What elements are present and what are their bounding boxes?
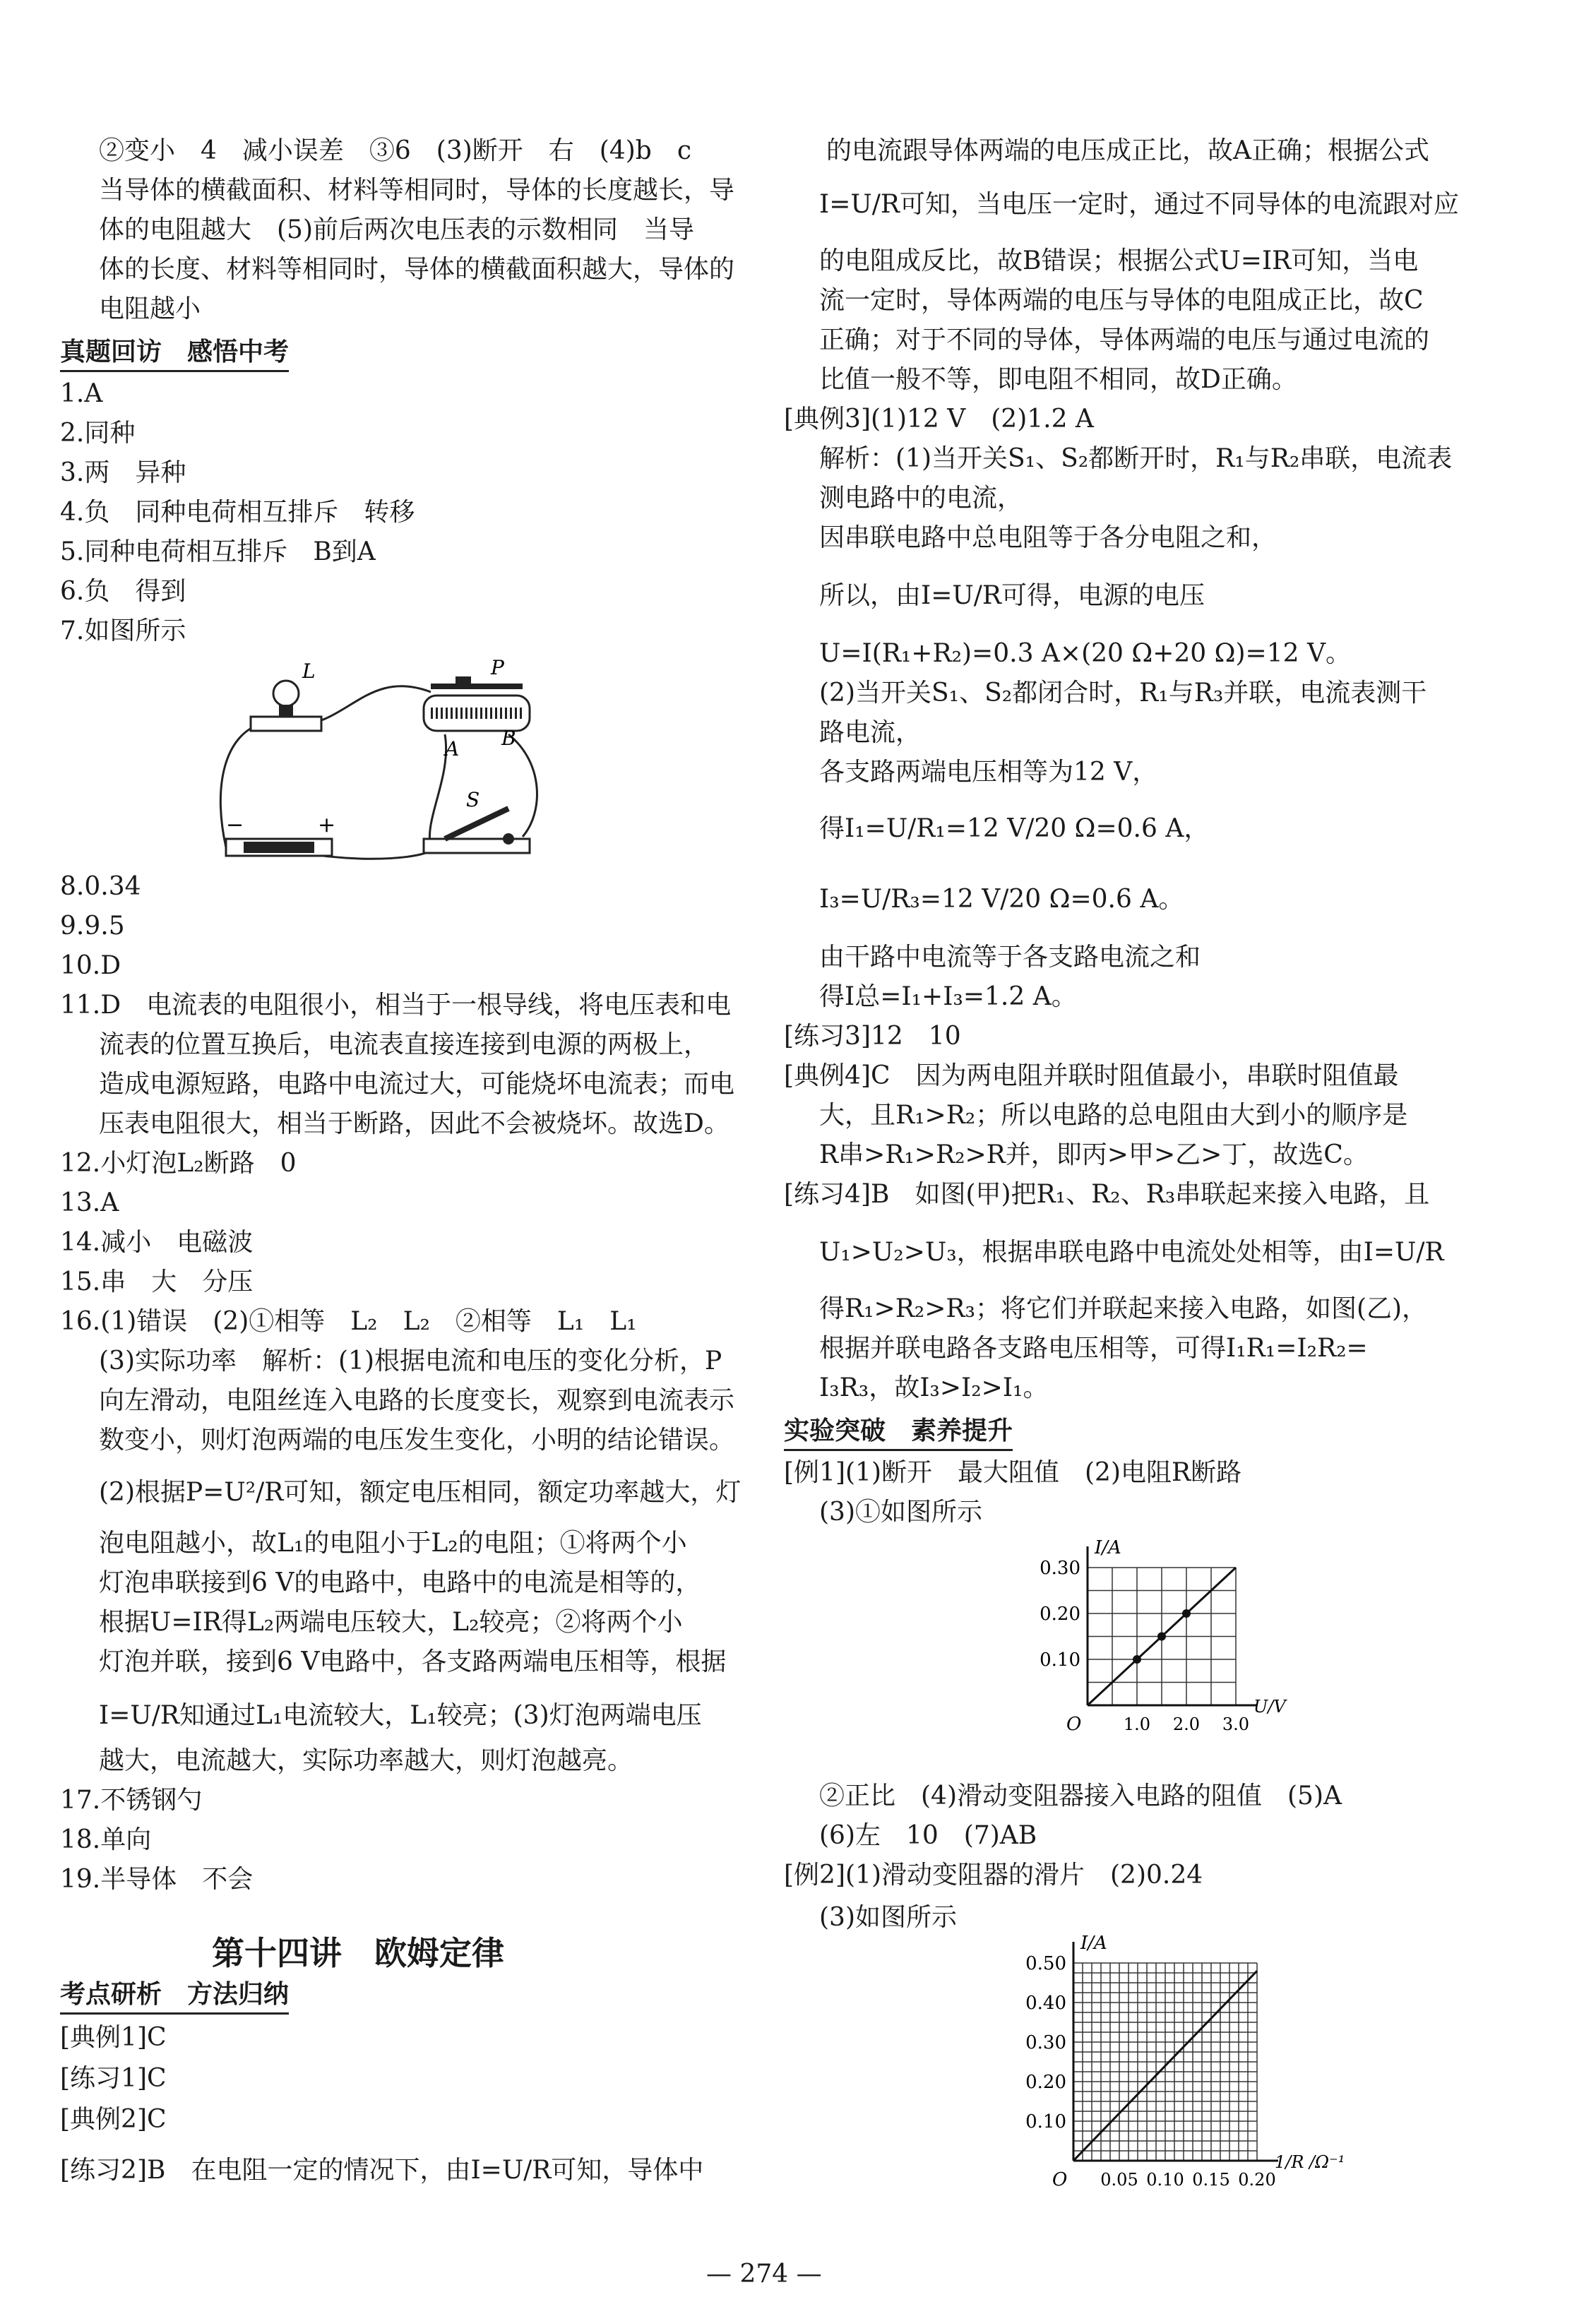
text-line: (3)如图所示 — [819, 1903, 957, 1932]
text-line: (2)当开关S₁、S₂都闭合时，R₁与R₃并联，电流表测干 — [819, 679, 1427, 708]
answer-item: [练习3]12 10 — [784, 1022, 961, 1051]
x-tick-label: 1.0 — [1123, 1714, 1151, 1734]
text-line: 因串联电路中总电阻等于各分电阻之和， — [819, 523, 1278, 552]
text-line: 得I总=I₁+I₃=1.2 A。 — [819, 982, 1077, 1011]
text-line: 造成电源短路，电路中电流过大，可能烧坏电流表；而电 — [99, 1070, 735, 1099]
text-line: 根据U=IR得L₂两端电压较大，L₂较亮；②将两个小 — [99, 1608, 683, 1637]
y-tick-label: 0.40 — [1025, 1993, 1066, 2014]
answer-item: [典例2]C — [60, 2105, 167, 2134]
text-line: 大，且R₁>R₂；所以电路的总电阻由大到小的顺序是 — [819, 1101, 1408, 1130]
text-line: 比值一般不等，即电阻不相同，故D正确。 — [819, 365, 1297, 394]
y-tick-label: 0.30 — [1025, 2032, 1066, 2053]
text-line: I₃=U/R₃=12 V/20 Ω=0.6 A。 — [819, 885, 1184, 914]
answer-item: 11.D 电流表的电阻很小，相当于一根导线，将电压表和电 — [60, 991, 732, 1020]
chart-i-invr — [960, 1935, 1356, 2210]
answer-item: 10.D — [60, 951, 121, 980]
text-line: R串>R₁>R₂>R并，即丙>甲>乙>丁，故选C。 — [819, 1140, 1369, 1169]
label-A: A — [445, 737, 460, 760]
text-line: 由干路中电流等于各支路电流之和 — [819, 943, 1201, 972]
text-line: 根据并联电路各支路电压相等，可得I₁R₁=I₂R₂= — [819, 1334, 1368, 1363]
section-heading: 真题回访 感悟中考 — [60, 335, 289, 372]
text-line: 向左滑动，电阻丝连入电路的长度变长，观察到电流表示 — [99, 1386, 735, 1415]
x-tick-label: 0.10 — [1146, 2170, 1184, 2190]
answer-item: [典例4]C 因为两电阻并联时阻值最小，串联时阻值最 — [784, 1061, 1399, 1090]
text-line: 电阻越小 — [99, 294, 201, 323]
x-tick-label: 2.0 — [1172, 1714, 1201, 1734]
data-point — [1133, 1655, 1141, 1664]
y-tick-label: 0.20 — [1025, 2072, 1066, 2093]
y-tick-label: 0.10 — [1040, 1649, 1080, 1671]
text-line: 体的长度、材料等相同时，导体的横截面积越大，导体的 — [99, 255, 735, 284]
text-line: 灯泡串联接到6 V的电路中，电路中的电流是相等的， — [99, 1568, 701, 1597]
label-S: S — [466, 788, 480, 811]
text-line: 越大，电流越大，实际功率越大，则灯泡越亮。 — [99, 1746, 633, 1775]
answer-item: 3.两 异种 — [60, 458, 186, 487]
section-heading: 考点研析 方法归纳 — [60, 1977, 289, 2015]
text-line: 流一定时，导体两端的电压与导体的电阻成正比，故C — [819, 286, 1424, 315]
answer-item: 12.小灯泡L₂断路 0 — [60, 1149, 297, 1178]
chapter-heading: 第十四讲 欧姆定律 — [212, 1934, 504, 1972]
answer-item: [例1](1)断开 最大阻值 (2)电阻R断路 — [784, 1458, 1242, 1487]
y-axis-label: I/A — [1095, 1537, 1121, 1558]
y-tick-label: 0.50 — [1025, 1953, 1066, 1974]
text-line: 所以，由I=U/R可得，电源的电压 — [819, 581, 1205, 610]
text-line: 流表的位置互换后，电流表直接连接到电源的两极上， — [99, 1030, 710, 1059]
switch-base — [424, 839, 530, 853]
page-number: — 274 — — [706, 2260, 822, 2289]
y-tick-label: 0.10 — [1025, 2111, 1066, 2132]
label-minus: − — [226, 813, 244, 837]
x-tick-label: 0.20 — [1238, 2170, 1276, 2190]
answer-item: 2.同种 — [60, 419, 136, 448]
answer-item: 1.A — [60, 379, 103, 408]
text-line: 得R₁>R₂>R₃；将它们并联起来接入电路，如图(乙)， — [819, 1294, 1428, 1323]
text-line: 的电流跟导体两端的电压成正比，故A正确；根据公式 — [826, 136, 1429, 165]
x-axis-label: U/V — [1253, 1697, 1286, 1717]
answer-item: 6.负 得到 — [60, 577, 186, 606]
text-line: 正确；对于不同的导体，导体两端的电压与通过电流的 — [819, 326, 1430, 354]
answer-item: 13.A — [60, 1188, 119, 1217]
text-line: (3)实际功率 解析：(1)根据电流和电压的变化分析，P — [99, 1347, 722, 1376]
y-tick-label: 0.30 — [1040, 1558, 1080, 1579]
text-line: I=U/R知通过L₁电流较大，L₁较亮；(3)灯泡两端电压 — [99, 1701, 702, 1730]
x-tick-label: 0.15 — [1192, 2170, 1230, 2190]
text-line: 各支路两端电压相等为12 V， — [819, 758, 1158, 787]
text-line: 泡电阻越小，故L₁的电阻小于L₂的电阻；①将两个小 — [99, 1529, 687, 1558]
text-line: I=U/R可知，当电压一定时，通过不同导体的电流跟对应 — [819, 190, 1459, 219]
text-line: 压表电阻很大，相当于断路，因此不会被烧坏。故选D。 — [99, 1109, 729, 1138]
answer-item: 16.(1)错误 (2)①相等 L₂ L₂ ②相等 L₁ L₁ — [60, 1307, 637, 1336]
origin-label: O — [1052, 2169, 1068, 2190]
chart-i-u — [982, 1536, 1306, 1762]
y-axis-label: I/A — [1080, 1935, 1107, 1954]
text-line: 得I₁=U/R₁=12 V/20 Ω=0.6 A， — [819, 814, 1210, 843]
text-line: (6)左 10 (7)AB — [819, 1821, 1037, 1850]
answer-item: 18.单向 — [60, 1825, 152, 1854]
lamp-bulb — [273, 681, 299, 706]
data-point — [1157, 1633, 1166, 1641]
text-line: U₁>U₂>U₃，根据串联电路中电流处处相等，由I=U/R — [819, 1238, 1444, 1267]
text-line: (2)根据P=U²/R可知，额定电压相同，额定功率越大，灯 — [99, 1478, 742, 1507]
text-line: I₃R₃，故I₃>I₂>I₁。 — [819, 1373, 1049, 1402]
answer-item: 14.减小 电磁波 — [60, 1228, 254, 1257]
x-axis-label: 1/R /Ω⁻¹ — [1275, 2152, 1345, 2172]
answer-item: 5.同种电荷相互排斥 B到A — [60, 537, 376, 566]
answer-item: 7.如图所示 — [60, 616, 186, 645]
text-line: 的电阻成反比，故B错误；根据公式U=IR可知，当电 — [819, 246, 1419, 275]
text-line: ②变小 4 减小误差 ③6 (3)断开 右 (4)b c — [99, 136, 692, 165]
answer-item: 17.不锈钢勺 — [60, 1786, 203, 1815]
text-line: 解析：(1)当开关S₁、S₂都断开时，R₁与R₂串联，电流表 — [819, 444, 1453, 473]
text-line: (3)①如图所示 — [819, 1498, 982, 1527]
text-line: U=I(R₁+R₂)=0.3 A×(20 Ω+20 Ω)=12 V。 — [819, 639, 1351, 668]
label-B: B — [501, 727, 516, 750]
label-L: L — [302, 660, 316, 683]
text-line: ②正比 (4)滑动变阻器接入电路的阻值 (5)A — [819, 1782, 1342, 1810]
text-line: 当导体的横截面积、材料等相同时，导体的长度越长，导 — [99, 176, 735, 205]
text-line: 数变小，则灯泡两端的电压发生变化，小明的结论错误。 — [99, 1426, 735, 1455]
answer-item: [练习1]C — [60, 2064, 167, 2093]
text-line: 体的电阻越大 (5)前后两次电压表的示数相同 当导 — [99, 215, 694, 244]
answer-item: [例2](1)滑动变阻器的滑片 (2)0.24 — [784, 1861, 1203, 1890]
answer-item: [练习4]B 如图(甲)把R₁、R₂、R₃串联起来接入电路，且 — [784, 1180, 1430, 1209]
y-tick-label: 0.20 — [1040, 1604, 1080, 1625]
text-line: 测电路中的电流， — [819, 484, 1023, 513]
answer-item: 19.半导体 不会 — [60, 1865, 254, 1894]
x-tick-label: 0.05 — [1100, 2170, 1138, 2190]
x-tick-label: 3.0 — [1222, 1714, 1250, 1734]
answer-item: 4.负 同种电荷相互排斥 转移 — [60, 498, 415, 527]
text-line: 灯泡并联，接到6 V电路中，各支路两端电压相等，根据 — [99, 1647, 727, 1676]
answer-item: 8.0.34 — [60, 872, 141, 901]
section-heading: 实验突破 素养提升 — [784, 1414, 1013, 1451]
label-plus: + — [318, 813, 336, 837]
text-line: 路电流， — [819, 718, 922, 747]
answer-item: 15.串 大 分压 — [60, 1267, 254, 1296]
circuit-diagram — [212, 657, 650, 869]
lamp-base — [251, 717, 321, 731]
label-P: P — [491, 657, 504, 679]
answer-item: [练习2]B 在电阻一定的情况下，由I=U/R可知，导体中 — [60, 2156, 704, 2185]
answer-item: [典例3](1)12 V (2)1.2 A — [784, 405, 1094, 434]
answer-item: 9.9.5 — [60, 912, 125, 941]
data-point — [1182, 1609, 1191, 1618]
origin-label: O — [1066, 1714, 1082, 1735]
answer-item: [典例1]C — [60, 2023, 167, 2052]
